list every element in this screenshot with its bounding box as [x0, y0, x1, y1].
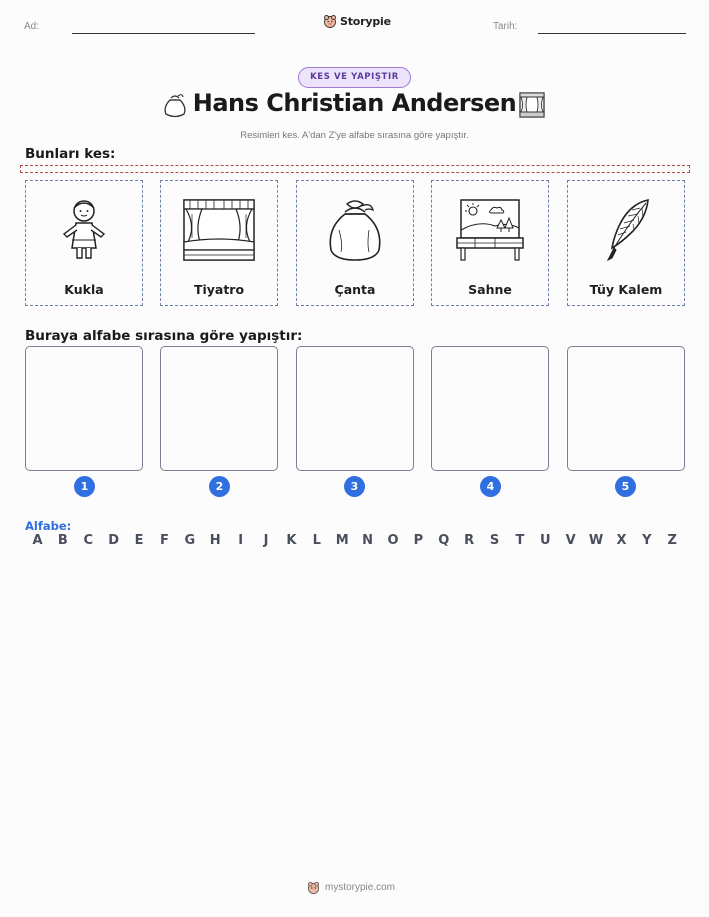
alphabet-letter: M — [335, 533, 349, 548]
alphabet-letter: Z — [667, 533, 677, 548]
alphabet-letter: K — [286, 533, 297, 548]
paste-box-5[interactable] — [567, 346, 685, 471]
brand-name: Storypie — [340, 14, 391, 28]
footer-site[interactable]: mystorypie.com — [325, 882, 396, 893]
cut-card-kukla[interactable] — [25, 180, 143, 306]
alphabet-letter: J — [263, 533, 269, 548]
name-label: Ad: — [24, 21, 40, 32]
alphabet-letter: A — [32, 533, 43, 548]
alphabet-letter: H — [209, 533, 221, 548]
alphabet-letter: T — [515, 533, 525, 548]
number-badge: 4 — [480, 476, 501, 497]
alphabet-letter: C — [83, 533, 94, 548]
number-badge: 2 — [209, 476, 230, 497]
cut-card-label: Tüy Kalem — [589, 282, 663, 297]
number-badge: 3 — [344, 476, 365, 497]
alphabet-letter: I — [238, 533, 244, 548]
alphabet-letter: S — [489, 533, 500, 548]
cut-card-label: Çanta — [334, 282, 376, 297]
cut-card-label: Sahne — [468, 282, 512, 297]
footer — [307, 881, 395, 894]
brand-logo — [323, 14, 391, 28]
number-badge: 1 — [74, 476, 95, 497]
paste-box-1[interactable] — [25, 346, 143, 471]
storypie-mascot-icon — [307, 881, 320, 894]
cut-card-label: Tiyatro — [193, 282, 245, 297]
alphabet-letter: E — [134, 533, 144, 548]
alphabet-letter: B — [57, 533, 68, 548]
paste-box-3[interactable] — [296, 346, 414, 471]
alphabet-label: Alfabe: — [25, 519, 72, 533]
cut-card-label: Kukla — [64, 282, 104, 297]
alphabet-letter: N — [362, 533, 374, 548]
cut-card-sahne[interactable] — [431, 180, 549, 306]
alphabet-letter: F — [160, 533, 169, 548]
storypie-mascot-icon — [323, 14, 337, 28]
page-title: Hans Christian Andersen — [192, 89, 517, 117]
paste-box-4[interactable] — [431, 346, 549, 471]
title-theater-icon — [518, 91, 546, 123]
cut-line — [20, 165, 690, 173]
theater-icon — [182, 198, 256, 264]
quill-icon — [596, 196, 656, 266]
paste-heading: Buraya alfabe sırasına göre yapıştır: — [25, 328, 303, 344]
alphabet-letter: R — [464, 533, 475, 548]
name-line — [72, 33, 255, 34]
cut-card-tiyatro[interactable] — [160, 180, 278, 306]
number-badge: 5 — [615, 476, 636, 497]
activity-badge: KES VE YAPIŞTIR — [298, 67, 411, 88]
alphabet-letter: P — [413, 533, 424, 548]
date-line — [538, 33, 686, 34]
alphabet-letter: Q — [438, 533, 450, 548]
alphabet-letter: W — [588, 533, 604, 548]
paste-box-2[interactable] — [160, 346, 278, 471]
alphabet-letter: O — [387, 533, 399, 548]
cut-card-tuy-kalem[interactable] — [567, 180, 685, 306]
date-label: Tarih: — [493, 21, 518, 32]
doll-icon — [54, 196, 114, 266]
cut-heading: Bunları kes: — [25, 146, 116, 162]
alphabet-letter: D — [108, 533, 120, 548]
alphabet-letter: L — [312, 533, 321, 548]
alphabet-row — [25, 533, 685, 548]
alphabet-letter: Y — [642, 533, 652, 548]
alphabet-letter: V — [565, 533, 576, 548]
alphabet-letter: G — [184, 533, 196, 548]
instructions: Resimleri kes. A'dan Z'ye alfabe sırasına göre yapıştır. — [240, 130, 469, 141]
alphabet-letter: X — [616, 533, 627, 548]
stage-icon — [455, 198, 525, 264]
alphabet-letter: U — [540, 533, 551, 548]
bag-icon — [323, 198, 387, 264]
cut-card-canta[interactable] — [296, 180, 414, 306]
